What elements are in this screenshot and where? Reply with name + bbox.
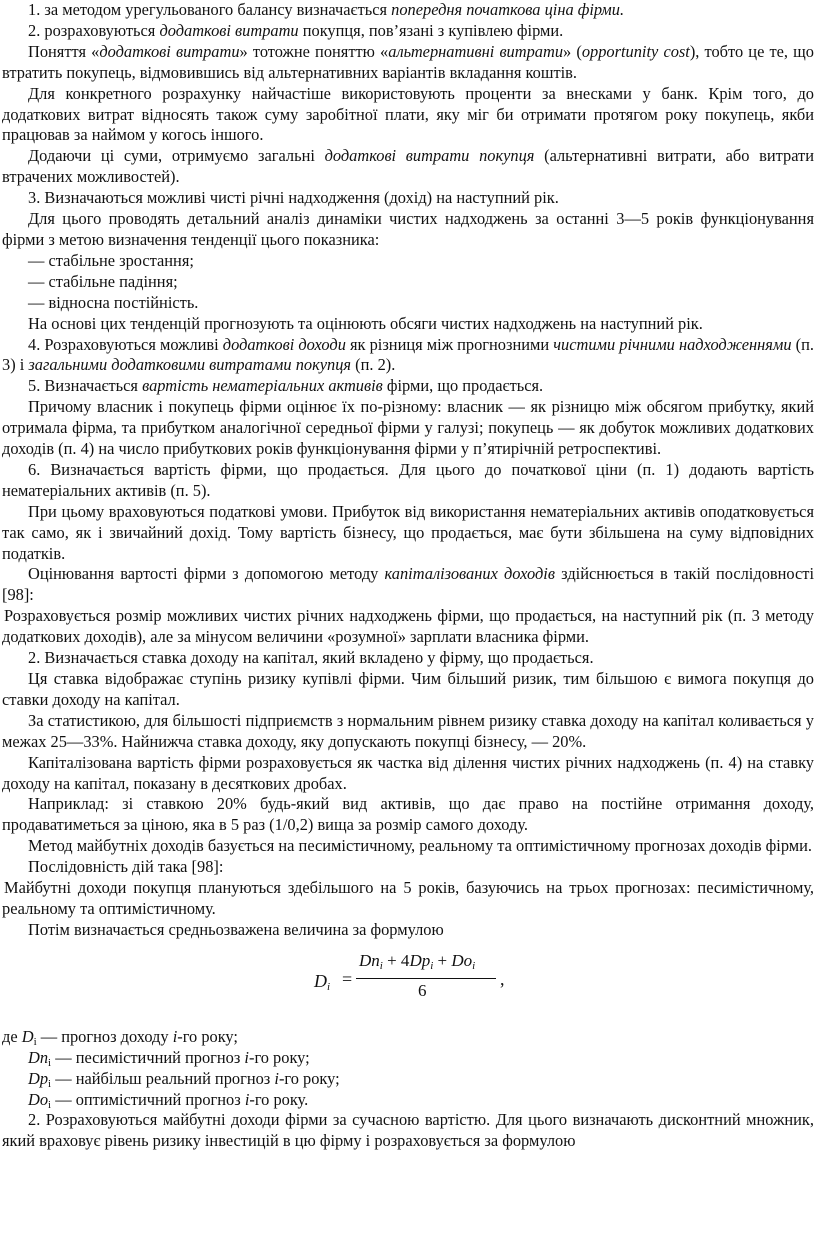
italic-text: Do [28,1089,49,1109]
text-run: Послідовність дій така [98]: [28,857,224,877]
text-run: 3. Визначаються можливі чисті річні надходження (дохід) на наступний рік. [28,188,559,208]
paragraph [2,648,814,669]
paragraph [2,272,814,293]
subscript: i [48,1098,52,1111]
italic-text: додаткові доходи [222,334,346,354]
paragraph [2,84,814,147]
italic-text: додаткові витрати [99,41,240,61]
text-run: — прогноз доходу [36,1026,173,1046]
paragraph [2,209,814,251]
text-run: На основі цих тенденцій прогнозують та оцінюють обсяги чистих надходжень на наступний рік. [28,313,703,333]
italic-text: i [274,1068,279,1088]
italic-text: капіталізованих доходів [384,564,555,584]
text-run: покупця, пов’язані з купівлею фірми. [298,20,564,40]
italic-text: загальними додатковими витратами покупця [28,355,352,375]
text-run: 2. Розраховуються майбутні доходи фірми за сучасною вартістю. Для цього визначають дисконтний множник, який враховує рівень ризику інвестицій в цю фірму і розраховується за формулою [2,1110,814,1151]
text-run: — стабільне падіння; [28,271,178,291]
paragraph [2,314,814,335]
text-run: 6. Визначається вартість фірми, що продається. Для цього до початкової ціни (п. 1) додають вартість нематеріальних активів (п. 5). [2,459,814,500]
text-run: (альтернативні витрати, або витрати втрачених можливостей). [2,146,814,187]
text-run: » ( [563,41,582,61]
paragraph [2,188,814,209]
text-run: Розраховується розмір можливих чистих річних надходжень фірми, що продається, на наступний рік (п. 3 методу додаткових доходів), але за мінусом величини «розумної» зарплати власника фірми. [2,606,814,647]
italic-text: чистими річними надходженнями [553,334,792,354]
paragraph [2,753,814,795]
italic-text: додаткові витрати покупця [324,146,535,166]
text-run: Поняття « [28,41,100,61]
paragraph [2,1090,814,1111]
paragraph [2,21,814,42]
text-run: фірми, що продається. [382,376,544,396]
italic-text: i [244,1089,250,1109]
paragraph [2,711,814,753]
text-block-top [2,0,814,941]
paragraph [2,794,814,836]
paragraph [2,0,814,21]
paragraph [2,146,814,188]
italic-text: попередня початкова ціна фірми. [391,0,625,19]
text-run: (п. 2). [351,355,396,375]
paragraph [2,878,814,920]
text-run: як різниця між прогнозними [345,334,554,354]
text-run: При цьому враховуються податкові умови. Прибуток від використання нематеріальних активів оподатковується так само, як і звичайний дохід. Тому вартість бізнесу, що продається, має бути збільшена на суму відповідних податків. [2,501,814,563]
text-run: Ця ставка відображає ступінь ризику купівлі фірми. Чим більший ризик, тим більшою є вимога покупця до ставки доходу на капітал. [2,669,814,709]
text-run: Метод майбутніх доходів базується на песимістичному, реальному та оптимістичному прогнозах доходів фірми. [28,836,813,856]
text-run: — песимістичний прогноз [51,1047,245,1067]
italic-text: Dp [28,1068,49,1088]
text-run: здійснюється в такій послідовності [98]: [2,564,814,605]
italic-text: Dn [28,1047,49,1067]
formula-equals: = [342,968,353,989]
text-run: де [2,1026,22,1046]
formula-numerator: $Dn_i + 4Dp_i + Do_i$ [359,950,476,972]
text-run: Потім визначається средньозважена величина за формулою [28,919,444,939]
text-run: -го року. [249,1089,309,1109]
text-run: — стабільне зростання; [28,250,194,270]
text-run: 2. розраховуються [28,20,160,40]
subscript: i [48,1056,52,1069]
paragraph [2,857,814,878]
paragraph [2,502,814,565]
italic-text: D [21,1026,34,1046]
formula-comma: , [500,968,505,989]
text-run: Причому власник і покупець фірми оцінює їх по-різному: власник — як різницю між обсягом прибутку, який отримала фірма, та прибутком аналогічної середньої фірми у галузі; покупець — як добуток можливих додаткових доходів (п. 4) на число прибуткових років функціонування фірми у п’ятирічній ретроспективі. [2,397,814,459]
text-run: » тотожне поняттю « [239,41,389,61]
text-run: 5. Визначається [28,376,143,396]
paragraph [2,335,814,377]
text-run: — відносна постійність. [28,292,199,312]
italic-text: i [244,1047,249,1067]
subscript: i [48,1077,52,1090]
formula-weighted-average [2,945,814,1019]
italic-text: вартість нематеріальних активів [142,376,383,396]
text-run: За статистикою, для більшості підприємств з нормальним рівнем ризику ставка доходу на капітал коливається у межах 25—33%. Найнижча ставка доходу, яку допускають покупці бізнесу, — 20%. [2,710,814,751]
text-run: — оптимістичний прогноз [51,1089,245,1109]
paragraph [2,564,814,606]
paragraph [2,397,814,460]
text-run: Наприклад: зі ставкою 20% будь-який вид активів, що дає право на постійне отримання доходу, продаватиметься за ціною, яка в 5 раз (1/0,2) вища за розмір самого доходу. [2,794,814,835]
paragraph [2,669,814,711]
text-run: 1. за методом урегульованого балансу визначається [28,0,392,19]
italic-text: opportunity cost [581,41,690,61]
text-run: Для цього проводять детальний аналіз динаміки чистих надходжень за останні 3—5 років функціонування фірми з метою визначення тенденції цього показника: [2,209,814,249]
paragraph [2,606,814,648]
text-run: -го року; [278,1068,340,1088]
formula [314,951,514,1011]
formula-fraction-bar [356,978,496,979]
subscript: i [33,1035,37,1048]
text-run: -го року; [177,1026,238,1046]
paragraph [2,42,814,84]
paragraph [2,1110,814,1152]
text-run: 4. Розраховуються можливі [28,334,223,354]
text-run: — найбільш реальний прогноз [51,1068,275,1088]
text-run: ), тобто це те, що втратить покупець, відмовившись від альтернативних варіантів вкладання коштів. [2,41,814,82]
text-run: Додаючи ці суми, отримуємо загальні [28,146,325,166]
italic-text: альтернативні витрати [388,41,564,61]
text-run: Капіталізована вартість фірми розраховується як частка від ділення чистих річних надходжень (п. 4) на ставку доходу на капітал, показану в десяткових дробах. [2,752,814,793]
text-run: -го року; [248,1047,310,1067]
text-run: Для конкретного розрахунку найчастіше використовують проценти за внесками у банк. Крім того, до додаткових витрат відносять також суму заробітної плати, яку міг би отримати протягом року покупець, якби працював за наймом у когось іншого. [2,83,814,145]
paragraph [2,460,814,502]
paragraph [2,251,814,272]
formula-lhs: $D_i$ [314,970,331,993]
italic-text: i [172,1026,178,1046]
text-run: (п. 3) і [2,334,814,375]
text-run: 2. Визначається ставка доходу на капітал, який вкладено у фірму, що продається. [28,648,594,668]
text-run: Майбутні доходи покупця плануються здебільшого на 5 років, базуючись на трьох прогнозах: песимістичному, реальному та оптимістичному. [2,878,814,918]
italic-text: додаткові витрати [159,20,299,40]
paragraph [2,1048,814,1069]
text-run: Оцінювання вартості фірми з допомогою методу [28,564,385,584]
text-block-bottom [2,1027,814,1152]
paragraph [2,1069,814,1090]
paragraph [2,836,814,857]
paragraph [2,376,814,397]
paragraph [2,293,814,314]
formula-denominator: 6 [418,980,427,1000]
paragraph [2,1027,814,1048]
paragraph [2,920,814,941]
